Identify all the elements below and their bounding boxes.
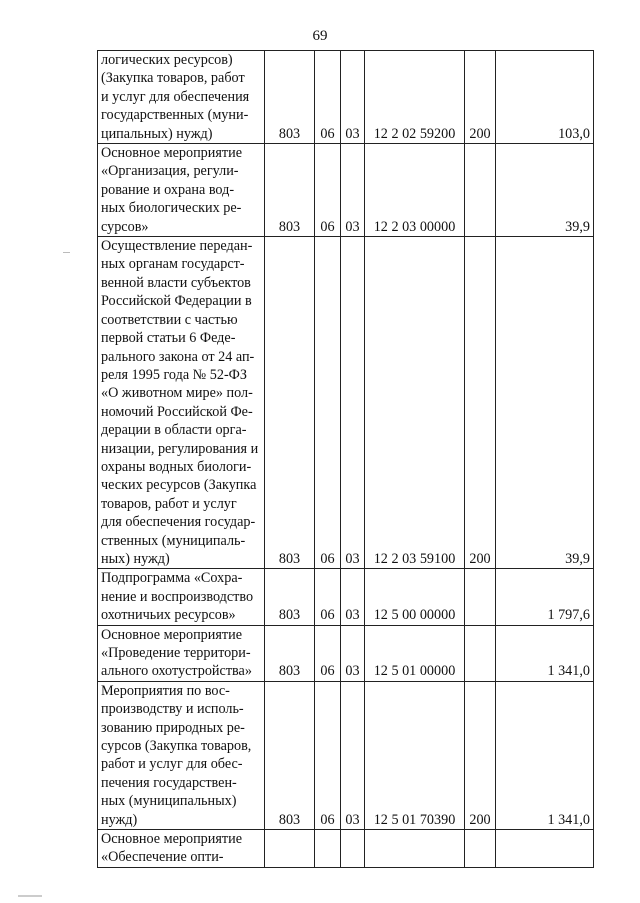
row-pr: 03 [341, 625, 365, 681]
page-number: 69 [312, 28, 328, 44]
row-vr [465, 144, 496, 237]
row-vr: 200 [465, 237, 496, 569]
table-row [98, 625, 594, 681]
row-csr: 12 2 02 59200 [365, 51, 465, 144]
row-sum: 1 341,0 [496, 681, 594, 829]
budget-table [97, 50, 594, 868]
row-vr: 200 [465, 681, 496, 829]
row-csr: 12 5 01 70390 [365, 681, 465, 829]
row-sum [496, 830, 594, 868]
row-pr: 03 [341, 144, 365, 237]
budget-table-body [98, 51, 594, 868]
row-pr: 03 [341, 51, 365, 144]
row-name: Основное мероприятие «Организация, регули- рование и охрана вод- ных биологических ре- сурсов» [98, 144, 265, 237]
row-sum: 1 797,6 [496, 569, 594, 625]
row-csr: 12 5 01 00000 [365, 625, 465, 681]
row-name: Мероприятия по вос- производству и исполь- зованию природных ре- сурсов (Закупка товаров, работ и услуг для обес- печения государствен- ных (муниципальных) нужд) [98, 681, 265, 829]
row-vr: 200 [465, 51, 496, 144]
row-rz: 06 [315, 237, 341, 569]
table-row [98, 237, 594, 569]
table-row [98, 51, 594, 144]
row-pr [341, 830, 365, 868]
row-name: Осуществление передан- ных органам государст- венной власти субъектов Российской Федерации в соответствии с частью первой статьи 6 Феде- рального закона от 24 ап- реля 1995 года № 52-ФЗ «О животном мире» пол- номочий Российской Фе- дерации в области орга- низации, регулирования и охраны водных биологи- ческих ресурсов (Закупка товаров, работ и услуг для обеспечения государ- ственных (муниципаль- ных) нужд) [98, 237, 265, 569]
row-name: Подпрограмма «Сохра- нение и воспроизводство охотничьих ресурсов» [98, 569, 265, 625]
row-csr: 12 2 03 00000 [365, 144, 465, 237]
row-name: Основное мероприятие «Обеспечение опти- [98, 830, 265, 868]
row-ved: 803 [265, 625, 315, 681]
row-ved: 803 [265, 569, 315, 625]
row-pr: 03 [341, 237, 365, 569]
table-row [98, 681, 594, 829]
row-rz: 06 [315, 681, 341, 829]
row-sum: 1 341,0 [496, 625, 594, 681]
row-csr: 12 2 03 59100 [365, 237, 465, 569]
row-vr [465, 830, 496, 868]
row-ved: 803 [265, 51, 315, 144]
table-row [98, 830, 594, 868]
row-vr [465, 625, 496, 681]
row-sum: 39,9 [496, 237, 594, 569]
row-sum: 103,0 [496, 51, 594, 144]
table-row [98, 144, 594, 237]
row-ved: 803 [265, 144, 315, 237]
row-rz: 06 [315, 144, 341, 237]
row-csr [365, 830, 465, 868]
table-row [98, 569, 594, 625]
row-vr [465, 569, 496, 625]
scan-mark [63, 252, 70, 253]
row-sum: 39,9 [496, 144, 594, 237]
row-pr: 03 [341, 681, 365, 829]
row-rz: 06 [315, 569, 341, 625]
row-csr: 12 5 00 00000 [365, 569, 465, 625]
row-rz: 06 [315, 51, 341, 144]
row-ved: 803 [265, 681, 315, 829]
row-name: Основное мероприятие «Проведение территори- ального охотустройства» [98, 625, 265, 681]
row-pr: 03 [341, 569, 365, 625]
row-name: логических ресурсов) (Закупка товаров, работ и услуг для обеспечения государственных (муни- ципальных) нужд) [98, 51, 265, 144]
row-ved: 803 [265, 237, 315, 569]
scan-mark [18, 895, 42, 897]
row-ved [265, 830, 315, 868]
row-rz [315, 830, 341, 868]
row-rz: 06 [315, 625, 341, 681]
